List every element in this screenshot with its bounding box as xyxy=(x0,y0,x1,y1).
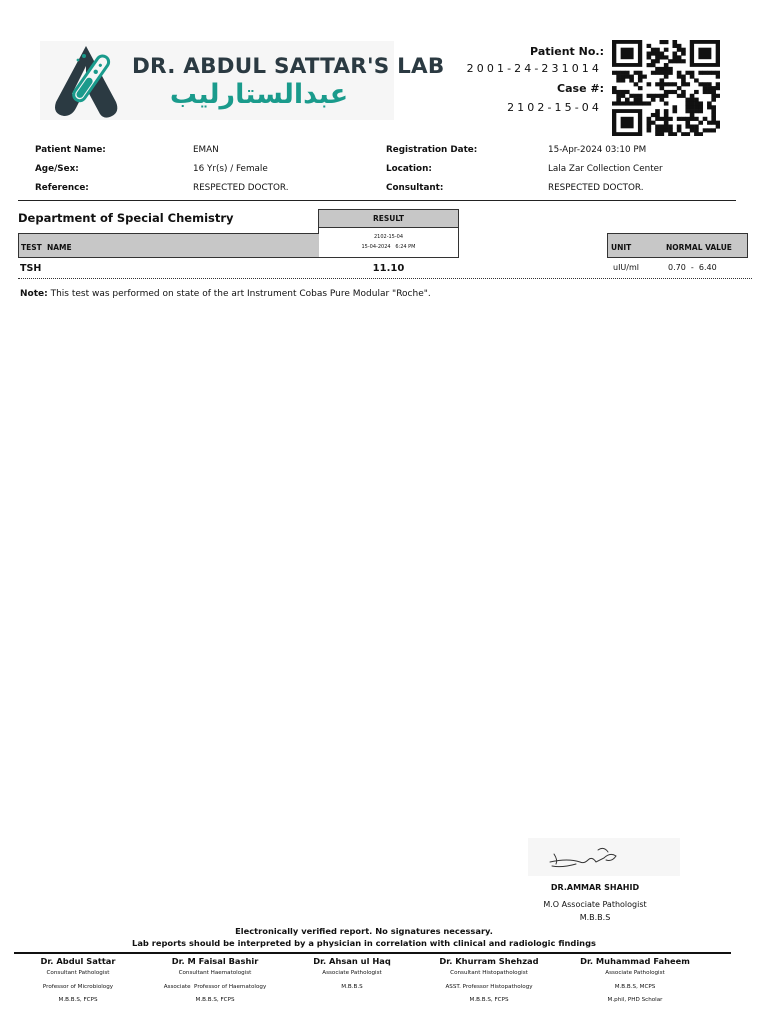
note-text: This test was performed on state of the art Instrument Cobas Pure Modular "Roche". xyxy=(47,289,431,299)
result-case-no: 2102-15-04 xyxy=(373,234,404,240)
doctor-qualification: M.B.B.S, FCPS xyxy=(58,997,98,1003)
test-name-header: TEST NAME xyxy=(18,233,319,258)
result-datetime: 15-04-2024 6:24 PM xyxy=(361,244,416,250)
signature-image-icon xyxy=(528,838,680,876)
location-value: Lala Zar Collection Center xyxy=(548,164,663,174)
signatory-degree: M.B.B.S xyxy=(579,913,611,922)
signatory-title: M.O Associate Pathologist xyxy=(543,900,647,909)
interpretation-notice: Lab reports should be interpreted by a physician in correlation with clinical and radiologic findings xyxy=(132,938,596,948)
reference-value: RESPECTED DOCTOR. xyxy=(193,183,289,193)
doctor-name: Dr. M Faisal Bashir xyxy=(171,956,259,966)
footer-divider xyxy=(14,952,731,954)
doctor-name: Dr. Khurram Shehzad xyxy=(439,956,539,966)
note-label: Note: xyxy=(20,289,48,299)
footer-doctor xyxy=(555,956,715,1008)
report-note xyxy=(20,289,431,299)
patient-no-value: 2001-24-231014 xyxy=(466,62,602,75)
age-sex-value: 16 Yr(s) / Female xyxy=(193,164,268,174)
doctor-name: Dr. Ahsan ul Haq xyxy=(313,956,391,966)
patient-name-value: EMAN xyxy=(193,145,219,155)
info-divider xyxy=(18,200,736,201)
doctor-qualification: M.B.B.S xyxy=(341,983,363,990)
registration-date-label: Registration Date: xyxy=(386,145,478,155)
result-header: RESULT xyxy=(318,209,459,228)
footer-doctor xyxy=(409,956,569,1008)
footer-doctor xyxy=(135,956,295,1008)
result-meta xyxy=(318,228,459,258)
unit-header: UNIT xyxy=(611,243,632,252)
qr-code-icon xyxy=(612,40,720,136)
doctor-name: Dr. Muhammad Faheem xyxy=(580,956,690,966)
unit-normal-header xyxy=(607,233,748,258)
doctor-qualification-extra: M.phil, PHD Scholar xyxy=(607,997,663,1003)
location-label: Location: xyxy=(386,164,432,174)
signature-area xyxy=(528,838,680,876)
signatory-name: DR.AMMAR SHAHID xyxy=(550,883,640,892)
test-name: TSH xyxy=(20,263,42,274)
verified-notice: Electronically verified report. No signatures necessary. xyxy=(235,926,493,936)
doctor-designation: Associate Pathologist xyxy=(605,970,665,976)
dotted-divider xyxy=(18,278,752,279)
test-normal-range: 0.70 - 6.40 xyxy=(668,263,717,272)
doctor-qualification: M.B.B.S, MCPS xyxy=(614,983,656,990)
doctor-position: ASST. Professor Histopathology xyxy=(445,983,533,990)
doctor-designation: Consultant Haematologist xyxy=(178,970,252,976)
case-no-value: 2102-15-04 xyxy=(507,101,602,114)
department-title: Department of Special Chemistry xyxy=(18,211,234,225)
doctor-designation: Consultant Pathologist xyxy=(46,970,110,976)
doctor-position: Professor of Microbiology xyxy=(42,983,114,990)
lab-logo-icon xyxy=(50,44,122,120)
footer-doctor xyxy=(272,956,432,994)
consultant-label: Consultant: xyxy=(386,183,444,193)
normal-value-header: NORMAL VALUE xyxy=(666,243,732,252)
doctor-name: Dr. Abdul Sattar xyxy=(40,956,116,966)
lab-logo xyxy=(40,41,445,120)
case-no-label: Case #: xyxy=(557,82,604,95)
consultant-value: RESPECTED DOCTOR. xyxy=(548,183,644,193)
reference-label: Reference: xyxy=(35,183,89,193)
doctor-designation: Consultant Histopathologist xyxy=(450,970,528,976)
test-result: 11.10 xyxy=(372,263,405,274)
age-sex-label: Age/Sex: xyxy=(35,164,79,174)
doctor-designation: Associate Pathologist xyxy=(322,970,382,976)
registration-date-value: 15-Apr-2024 03:10 PM xyxy=(548,145,647,155)
doctor-position: Associate Professor of Haematology xyxy=(163,983,267,990)
patient-name-label: Patient Name: xyxy=(35,145,106,155)
doctor-qualification: M.B.B.S, FCPS xyxy=(469,997,509,1003)
test-unit: uIU/ml xyxy=(613,263,639,272)
doctor-qualification: M.B.B.S, FCPS xyxy=(195,997,235,1003)
lab-name: DR. ABDUL SATTAR'S LAB xyxy=(132,54,445,79)
lab-name-urdu: عبدالستارلیب xyxy=(169,79,349,110)
patient-no-label: Patient No.: xyxy=(530,45,604,58)
